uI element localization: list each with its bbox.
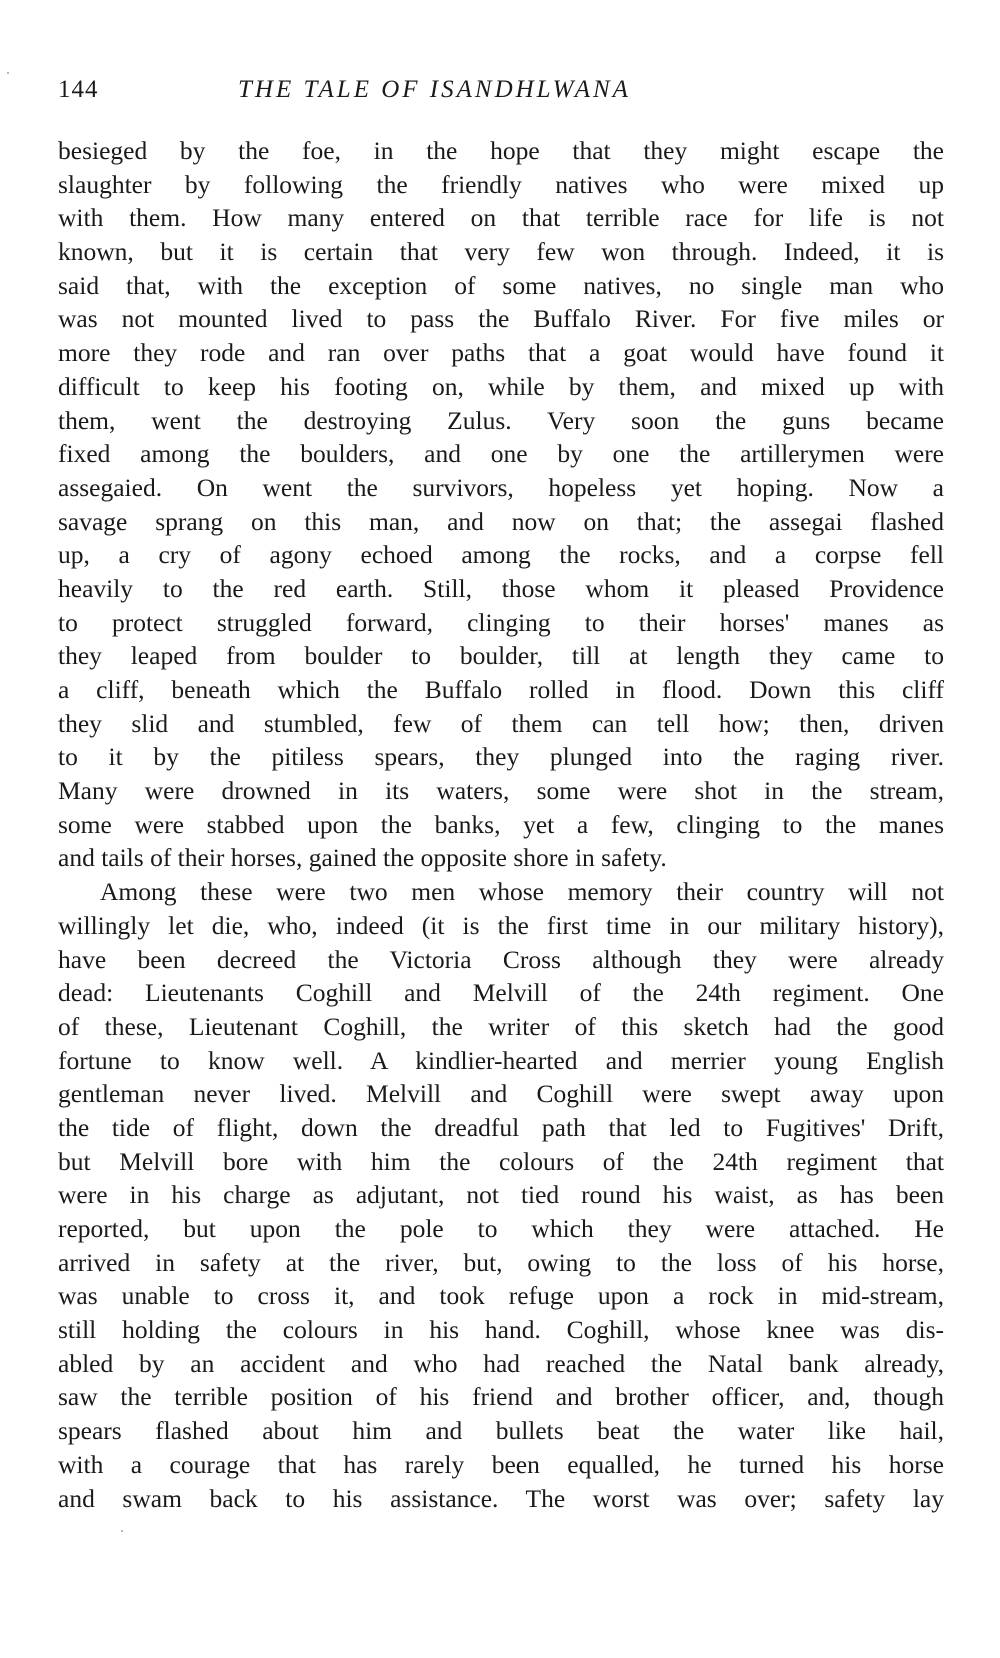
text-line: were in his charge as adjutant, not tied round his waist, as has been <box>58 1180 944 1210</box>
paragraph <box>58 875 944 1515</box>
text-line: and tails of their horses, gained the opposite shore in safety. <box>58 843 667 873</box>
text-line: besieged by the foe, in the hope that they might escape the <box>58 136 944 165</box>
text-line: to protect struggled forward, clinging to their horses' manes as <box>58 607 944 637</box>
text-line: some were stabbed upon the banks, yet a few, clinging to the manes <box>58 809 944 839</box>
text-line: with a courage that has rarely been equalled, he turned his horse <box>58 1449 944 1479</box>
text-line: reported, but upon the pole to which they were attached. He <box>58 1214 944 1243</box>
paragraph <box>58 134 944 875</box>
text-line: saw the terrible position of his friend and brother officer, and, though <box>58 1382 944 1412</box>
text-line: a cliff, beneath which the Buffalo rolled in flood. Down this cliff <box>58 675 944 704</box>
text-line: was not mounted lived to pass the Buffalo River. For five miles or <box>58 304 944 334</box>
text-line: savage sprang on this man, and now on that; the assegai flashed <box>58 506 944 536</box>
page-number: 144 <box>58 76 99 103</box>
text-line: of these, Lieutenant Coghill, the writer of this sketch had the good <box>58 1011 944 1041</box>
text-line: to it by the pitiless spears, they plunged into the raging river. <box>58 742 944 772</box>
text-line: fixed among the boulders, and one by one the artillerymen were <box>58 439 944 469</box>
text-line: them, went the destroying Zulus. Very soon the guns became <box>58 405 944 435</box>
text-line: Many were drowned in its waters, some were shot in the stream, <box>58 776 944 806</box>
text-line: have been decreed the Victoria Cross although they were already <box>58 944 944 974</box>
text-line: more they rode and ran over paths that a goat would have found it <box>58 338 944 368</box>
text-line: with them. How many entered on that terrible race for life is not <box>58 203 944 233</box>
text-line: spears flashed about him and bullets beat the water like hail, <box>58 1416 944 1446</box>
text-line: abled by an accident and who had reached the Natal bank already, <box>58 1348 944 1378</box>
text-line: arrived in safety at the river, but, owing to the loss of his horse, <box>58 1247 944 1277</box>
text-line: heavily to the red earth. Still, those whom it pleased Providence <box>58 573 944 603</box>
text-line: they slid and stumbled, few of them can tell how; then, driven <box>58 708 944 738</box>
text-line: fortune to know well. A kindlier-hearted and merrier young English <box>58 1045 944 1075</box>
text-line: assegaied. On went the survivors, hopeless yet hoping. Now a <box>58 472 944 502</box>
scan-speck <box>121 1530 123 1532</box>
text-line: and swam back to his assistance. The worst was over; safety lay <box>58 1483 944 1513</box>
text-line: gentleman never lived. Melvill and Coghill were swept away upon <box>58 1079 944 1109</box>
text-line: was unable to cross it, and took refuge upon a rock in mid-stream, <box>58 1281 944 1311</box>
scan-speck <box>7 72 9 74</box>
text-line: difficult to keep his footing on, while by them, and mixed up with <box>58 371 944 401</box>
text-line: Among these were two men whose memory their country will not <box>100 877 944 907</box>
running-head <box>58 70 944 114</box>
text-line: still holding the colours in his hand. Coghill, whose knee was dis- <box>58 1315 944 1345</box>
body-text <box>58 134 944 1515</box>
text-line: the tide of flight, down the dreadful path that led to Fugitives' Drift, <box>58 1112 944 1142</box>
text-line: up, a cry of agony echoed among the rocks, and a corpse fell <box>58 540 944 570</box>
text-line: willingly let die, who, indeed (it is the first time in our military history), <box>58 910 944 940</box>
text-line: slaughter by following the friendly natives who were mixed up <box>58 169 944 199</box>
text-line: dead: Lieutenants Coghill and Melvill of the 24th regiment. One <box>58 978 944 1008</box>
text-line: but Melvill bore with him the colours of the 24th regiment that <box>58 1146 944 1176</box>
text-line: known, but it is certain that very few won through. Indeed, it is <box>58 237 944 267</box>
book-page <box>58 70 944 1515</box>
text-line: said that, with the exception of some natives, no single man who <box>58 270 944 300</box>
running-title: THE TALE OF ISANDHLWANA <box>238 76 631 103</box>
text-line: they leaped from boulder to boulder, till at length they came to <box>58 641 944 671</box>
